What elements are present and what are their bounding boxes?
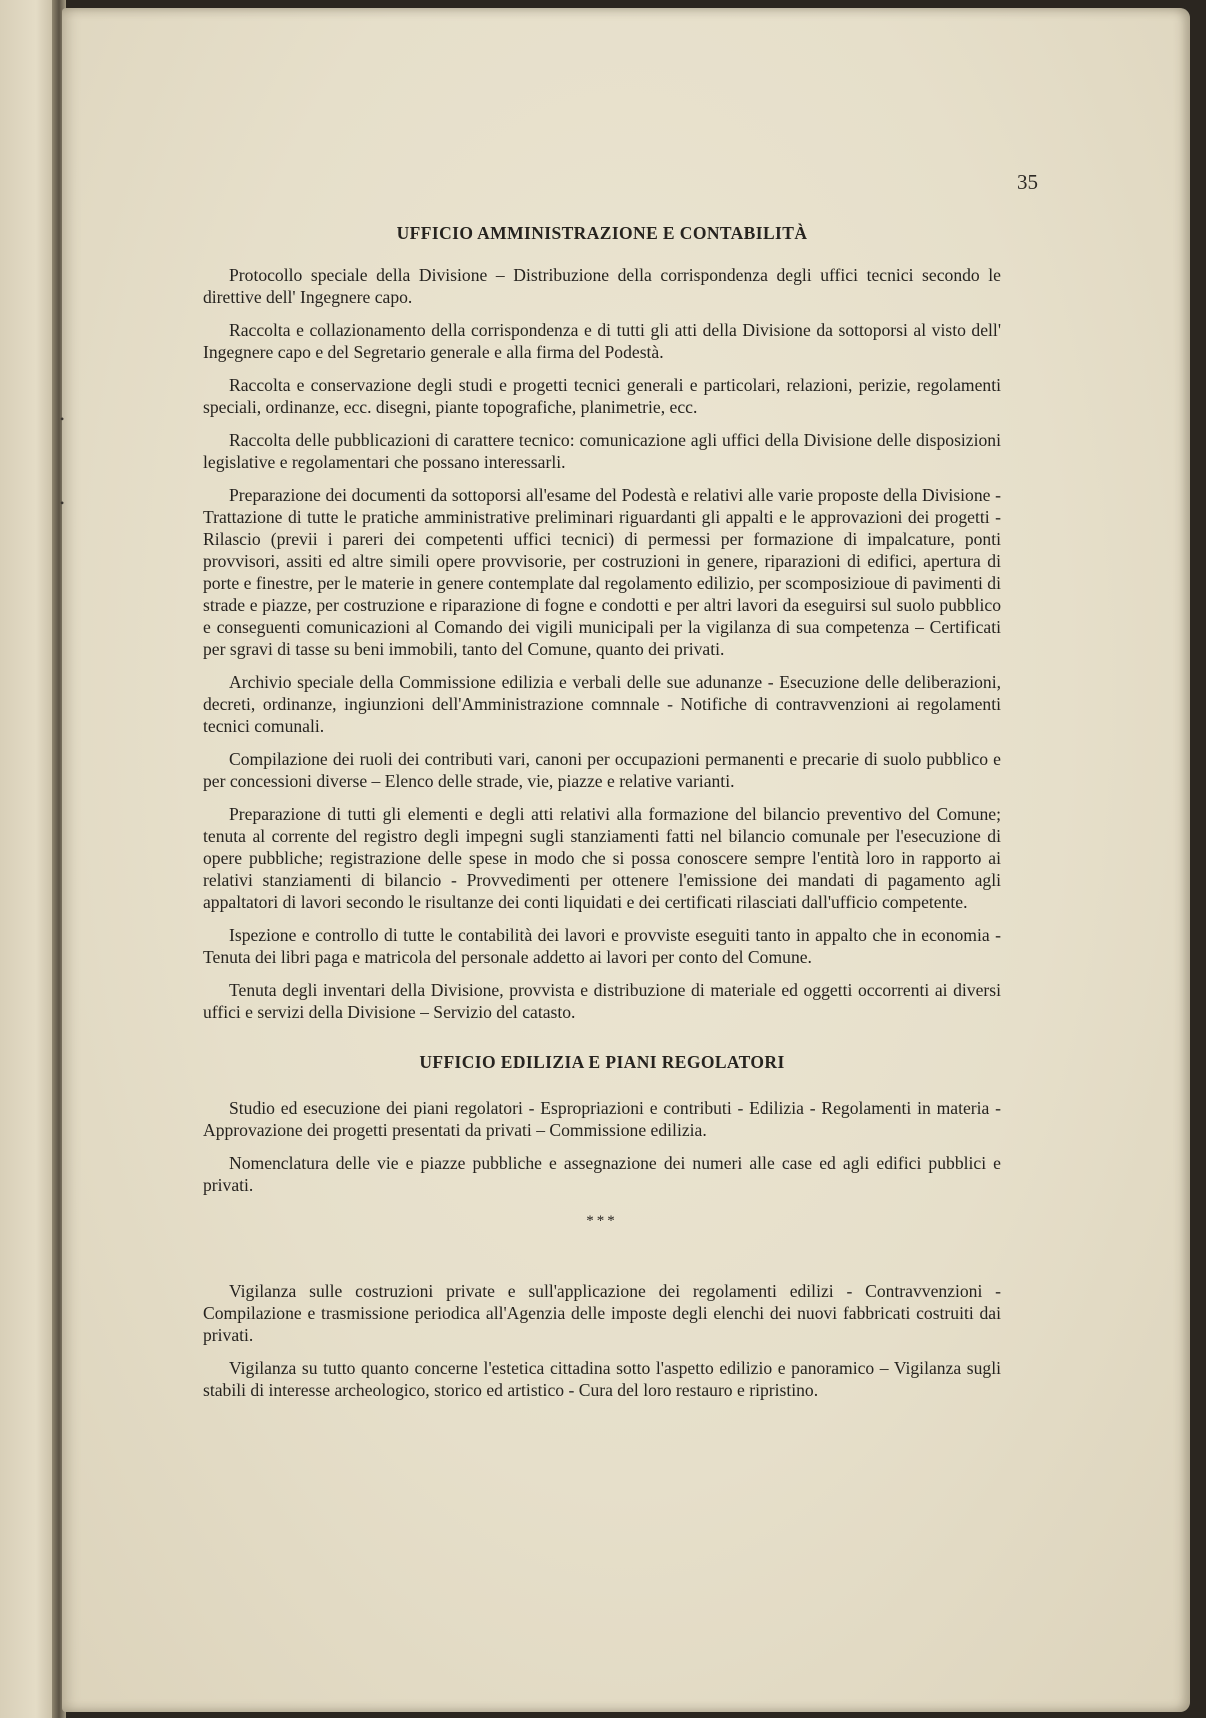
section-separator: *** — [586, 1213, 618, 1229]
paragraph: Vigilanza su tutto quanto concerne l'estetica cittadina sotto l'aspetto edilizio e panoramico – Vigilanza sugli stabili di interesse archeologico, storico ed artistico - Cura del loro restauro e ripristino. — [203, 1358, 1001, 1400]
page-number: 35 — [1017, 170, 1038, 194]
paragraph: Raccolta e collazionamento della corrispondenza e di tutti gli atti della Divisione da sottoporsi al visto dell' Ingegnere capo e del Segretario generale e alla firma del Podestà. — [203, 320, 1001, 362]
page-content — [203, 222, 1001, 1412]
paragraph: Preparazione di tutti gli elementi e degli atti relativi alla formazione del bilancio preventivo del Comune; tenuta al corrente del registro degli impegni sugli stanziamenti fatti nel bilancio comunale per l'esecuzione di opere pubbliche; registrazione delle spese in modo che si possa conoscere sempre l'entità loro in rapporto ai relativi stanziamenti di bilancio - Provvedimenti per ottenere l'emissione dei mandati di pagamento agli appaltatori di lavori secondo le risultanze dei conti liquidati e dei certificati rilasciati dall'ufficio competente. — [203, 804, 1001, 912]
paragraph: Raccolta e conservazione degli studi e progetti tecnici generali e particolari, relazioni, perizie, regolamenti speciali, ordinanze, ecc. disegni, piante topografiche, planimetrie, ecc. — [203, 375, 1001, 417]
section-heading-amministrazione: UFFICIO AMMINISTRAZIONE E CONTABILITÀ — [396, 223, 808, 243]
paragraph: Preparazione dei documenti da sottoporsi all'esame del Podestà e relativi alle varie proposte della Divisione - Trattazione di tutte le pratiche amministrative preliminari riguardanti gli appalti e le approvazioni dei progetti - Rilascio (previi i pareri dei competenti uffici tecnici) di permessi per formazione di impalcature, ponti provvisori, assiti ed altre simili opere provvisorie, per costruzioni in genere, riparazioni di edifici, apertura di porte e finestre, per le materie in genere contemplate dal regolamento edilizio, per scomposizioue di pavimenti di strade e piazze, per costruzione e riparazione di fogne e condotti e per altri lavori da eseguirsi sul suolo pubblico e conseguenti comunicazioni al Comando dei vigili municipali per la vigilanza di sua competenza – Certificati per sgravi di tasse su beni immobili, tanto del Comune, quanto dei privati. — [203, 485, 1001, 659]
facing-page-edge — [0, 0, 60, 1718]
paragraph: Compilazione dei ruoli dei contributi vari, canoni per occupazioni permanenti e precarie di suolo pubblico e per concessioni diverse – Elenco delle strade, vie, piazze e relative varianti. — [203, 749, 1001, 791]
margin-dot: • — [60, 412, 65, 426]
paragraph: Protocollo speciale della Divisione – Distribuzione della corrispondenza degli uffici tecnici secondo le direttive dell' Ingegnere capo. — [203, 265, 1001, 307]
paragraph: Tenuta degli inventari della Divisione, provvista e distribuzione di materiale ed oggetti occorrenti ai diversi uffici e servizi della Divisione – Servizio del catasto. — [203, 980, 1001, 1022]
margin-dot: • — [60, 496, 65, 510]
paragraph: Studio ed esecuzione dei piani regolatori - Espropriazioni e contributi - Edilizia - Regolamenti in materia - Approvazione dei progetti presentati da privati – Commissione edilizia. — [203, 1098, 1001, 1140]
paragraph: Nomenclatura delle vie e piazze pubbliche e assegnazione dei numeri alle case ed agli edifici pubblici e privati. — [203, 1153, 1001, 1195]
paragraph: Vigilanza sulle costruzioni private e sull'applicazione dei regolamenti edilizi - Contravvenzioni - Compilazione e trasmissione periodica all'Agenzia delle imposte degli elenchi dei nuovi fabbricati costruiti dai privati. — [203, 1281, 1001, 1345]
paragraph: Ispezione e controllo di tutte le contabilità dei lavori e provviste eseguiti tanto in appalto che in economia - Tenuta dei libri paga e matricola del personale addetto ai lavori per conto del Comune. — [203, 925, 1001, 967]
paragraph: Archivio speciale della Commissione edilizia e verbali delle sue adunanze - Esecuzione delle deliberazioni, decreti, ordinanze, ingiunzioni dell'Amministrazione comnnale - Notifiche di contravvenzioni ai regolamenti tecnici comunali. — [203, 672, 1001, 736]
paragraph: Raccolta delle pubblicazioni di carattere tecnico: comunicazione agli uffici della Divisione delle disposizioni legislative e regolamentari che possano interessarli. — [203, 430, 1001, 472]
section-heading-edilizia: UFFICIO EDILIZIA E PIANI REGOLATORI — [419, 1052, 785, 1072]
